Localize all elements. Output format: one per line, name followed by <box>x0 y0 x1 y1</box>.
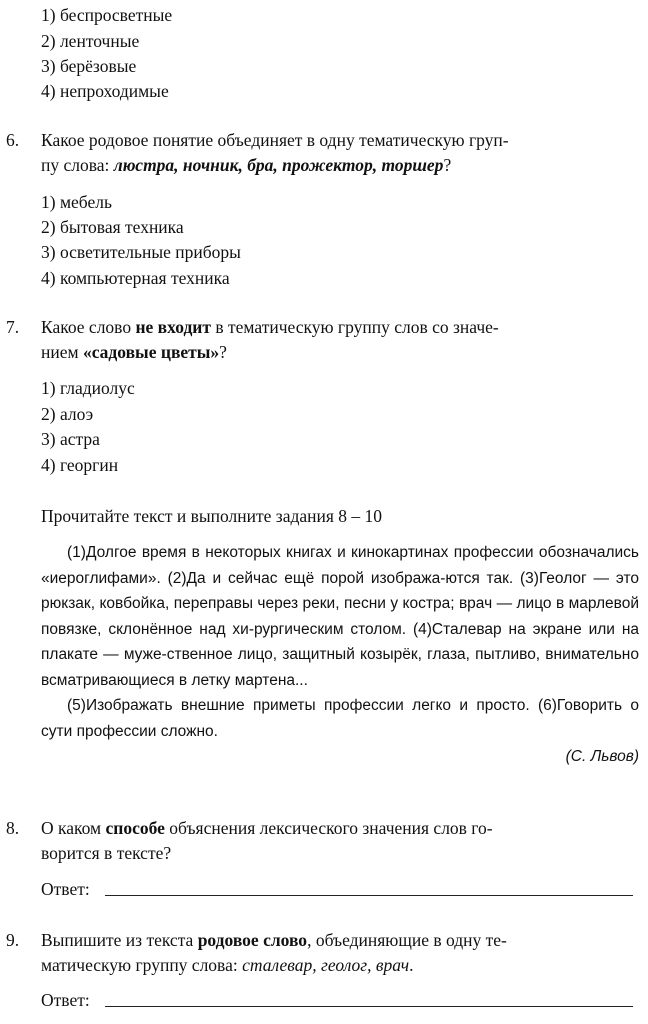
q8-text <box>41 816 639 866</box>
q5-option-3: 3) берёзовые <box>41 56 137 76</box>
q7-number: 7. <box>6 317 20 337</box>
q7-part-c: в тематическую группу слов со значе- <box>211 317 499 337</box>
q6-line-2 <box>41 153 639 178</box>
q8-answer-label: Ответ: <box>41 879 90 899</box>
q8-part-a: О каком <box>41 818 106 838</box>
q7-text <box>41 315 639 365</box>
q9-part-c: , объединяющие в одну те- <box>307 930 507 950</box>
q6-words: люстра, ночник, бра, прожектор, торшер <box>113 155 444 175</box>
q9-part-f: . <box>409 955 414 975</box>
q9-number: 9. <box>6 930 20 950</box>
q7-part-a: Какое слово <box>41 317 136 337</box>
q7-part-f: ? <box>219 342 227 362</box>
q9-part-e: сталевар, геолог, врач <box>242 955 410 975</box>
passage-author: (С. Львов) <box>565 748 639 765</box>
q9-line-1 <box>41 928 639 953</box>
instruction: Прочитайте текст и выполните задания 8 – 10 <box>41 506 383 526</box>
q5-option-1: 1) беспросветные <box>41 5 173 25</box>
q8-number: 8. <box>6 818 20 838</box>
q9-answer-label: Ответ: <box>41 990 90 1010</box>
q5-option-2: 2) ленточные <box>41 31 140 51</box>
q7-part-e: «садовые цветы» <box>82 342 220 362</box>
q9-answer-line[interactable] <box>105 1006 633 1007</box>
passage-paragraph-2: (5)Изображать внешние приметы профессии легко и просто. (6)Говорить о сути профессии сложно. <box>41 697 639 740</box>
q8-line-1 <box>41 816 639 841</box>
q6-end: ? <box>443 155 452 175</box>
q6-line2-start: пу слова: <box>41 155 114 175</box>
q5-option-4: 4) непроходимые <box>41 81 169 101</box>
q6-text <box>41 128 639 178</box>
q7-line-2 <box>41 340 639 365</box>
passage-paragraph-1: (1)Долгое время в некоторых книгах и кинокартинах профессии обозначались «иероглифами». (2)Да и сейчас ещё порой изобража-ются так. (3)Геолог — это рюкзак, ковбойка, переправы через реки, песни у костра; врач — лицо в марлевой повязке, склонённое над хи-рургическим столом. (4)Сталевар на экране или на плакате — муже-ственное лицо, защитный козырёк, глаза, пытливо, внимательно всматривающиеся в летку мартена... <box>41 544 639 689</box>
q6-option-3: 3) осветительные приборы <box>41 242 241 262</box>
q9-part-d: матическую группу слова: <box>41 955 243 975</box>
q6-option-4: 4) компьютерная техника <box>41 268 230 288</box>
q7-line-1 <box>41 315 639 340</box>
q7-part-d: нием <box>41 342 83 362</box>
q9-text <box>41 928 639 978</box>
reading-passage <box>41 540 639 770</box>
q7-part-b: не входит <box>135 317 211 337</box>
q7-option-3: 3) астра <box>41 429 100 449</box>
q8-answer-line[interactable] <box>105 895 633 896</box>
q7-option-2: 2) алоэ <box>41 404 94 424</box>
q8-part-c: объяснения лексического значения слов го- <box>164 818 493 838</box>
q7-option-1: 1) гладиолус <box>41 378 135 398</box>
q9-line-2 <box>41 953 639 978</box>
q7-option-4: 4) георгин <box>41 455 119 475</box>
q8-part-b: способе <box>105 818 165 838</box>
q8-line-2: ворится в тексте? <box>41 843 172 863</box>
q9-part-a: Выпишите из текста <box>41 930 198 950</box>
q6-number: 6. <box>6 130 20 150</box>
q6-option-2: 2) бытовая техника <box>41 217 184 237</box>
q9-part-b: родовое слово <box>197 930 308 950</box>
q6-line-1: Какое родовое понятие объединяет в одну тематическую груп- <box>41 130 509 150</box>
q6-option-1: 1) мебель <box>41 192 112 212</box>
